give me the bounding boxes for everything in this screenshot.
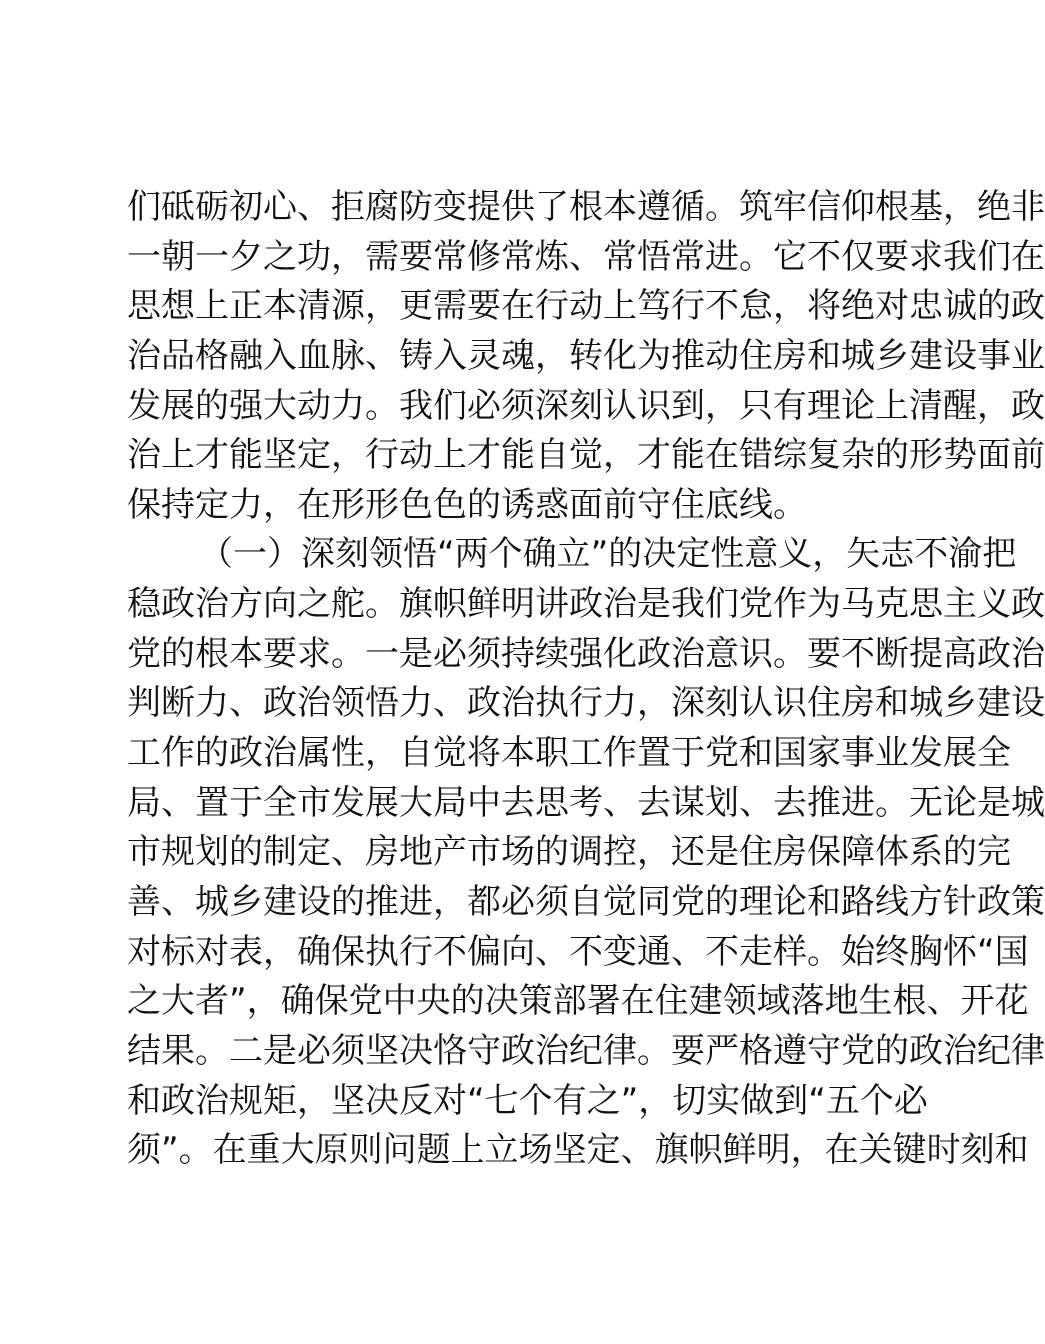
text-line: 对标对表，确保执行不偏向、不变通、不走样。始终胸怀“国 [127,931,1029,972]
text-line: 之大者”，确保党中央的决策部署在住建领域落地生根、开花 [127,981,1029,1022]
text-line: 们砥砺初心、拒腐防变提供了根本遵循。筑牢信仰根基，绝非 [127,187,1045,227]
text-line: 善、城乡建设的推进，都必须自觉同党的理论和路线方针政策 [127,881,1045,922]
text-line: 结果。二是必须坚决恪守政治纪律。要严格遵守党的政治纪律 [127,1030,1045,1071]
text-line: 发展的强大动力。我们必须深刻认识到，只有理论上清醒，政 [127,385,1045,426]
paragraph-1 [127,183,1045,530]
text-line: 治上才能坚定，行动上才能自觉，才能在错综复杂的形势面前 [127,435,1045,476]
text-line: 和政治规矩，坚决反对“七个有之”，切实做到“五个必 [127,1080,928,1121]
text-line: 市规划的制定、房地产市场的调控，还是住房保障体系的完 [127,832,1011,873]
document-page [127,183,1045,1176]
text-line: 须”。在重大原则问题上立场坚定、旗帜鲜明，在关键时刻和 [127,1130,1029,1171]
text-line: 一朝一夕之功，需要常修常炼、常悟常进。它不仅要求我们在 [127,236,1045,277]
text-line: 思想上正本清源，更需要在行动上笃行不怠，将绝对忠诚的政 [127,286,1045,327]
text-line: 局、置于全市发展大局中去思考、去谋划、去推进。无论是城 [127,782,1045,823]
paragraph-2 [127,530,1045,1175]
text-line: 稳政治方向之舵。旗帜鲜明讲政治是我们党作为马克思主义政 [127,584,1045,625]
text-line: 党的根本要求。一是必须持续强化政治意识。要不断提高政治 [127,633,1045,674]
section-heading-line: （一）深刻领悟“两个确立”的决定性意义，矢志不渝把 [199,534,1017,575]
text-line: 判断力、政治领悟力、政治执行力，深刻认识住房和城乡建设 [127,683,1045,724]
text-line: 工作的政治属性，自觉将本职工作置于党和国家事业发展全 [127,733,1011,774]
text-line: 治品格融入血脉、铸入灵魂，转化为推动住房和城乡建设事业 [127,335,1045,376]
text-line: 保持定力，在形形色色的诱惑面前守住底线。 [127,484,807,525]
